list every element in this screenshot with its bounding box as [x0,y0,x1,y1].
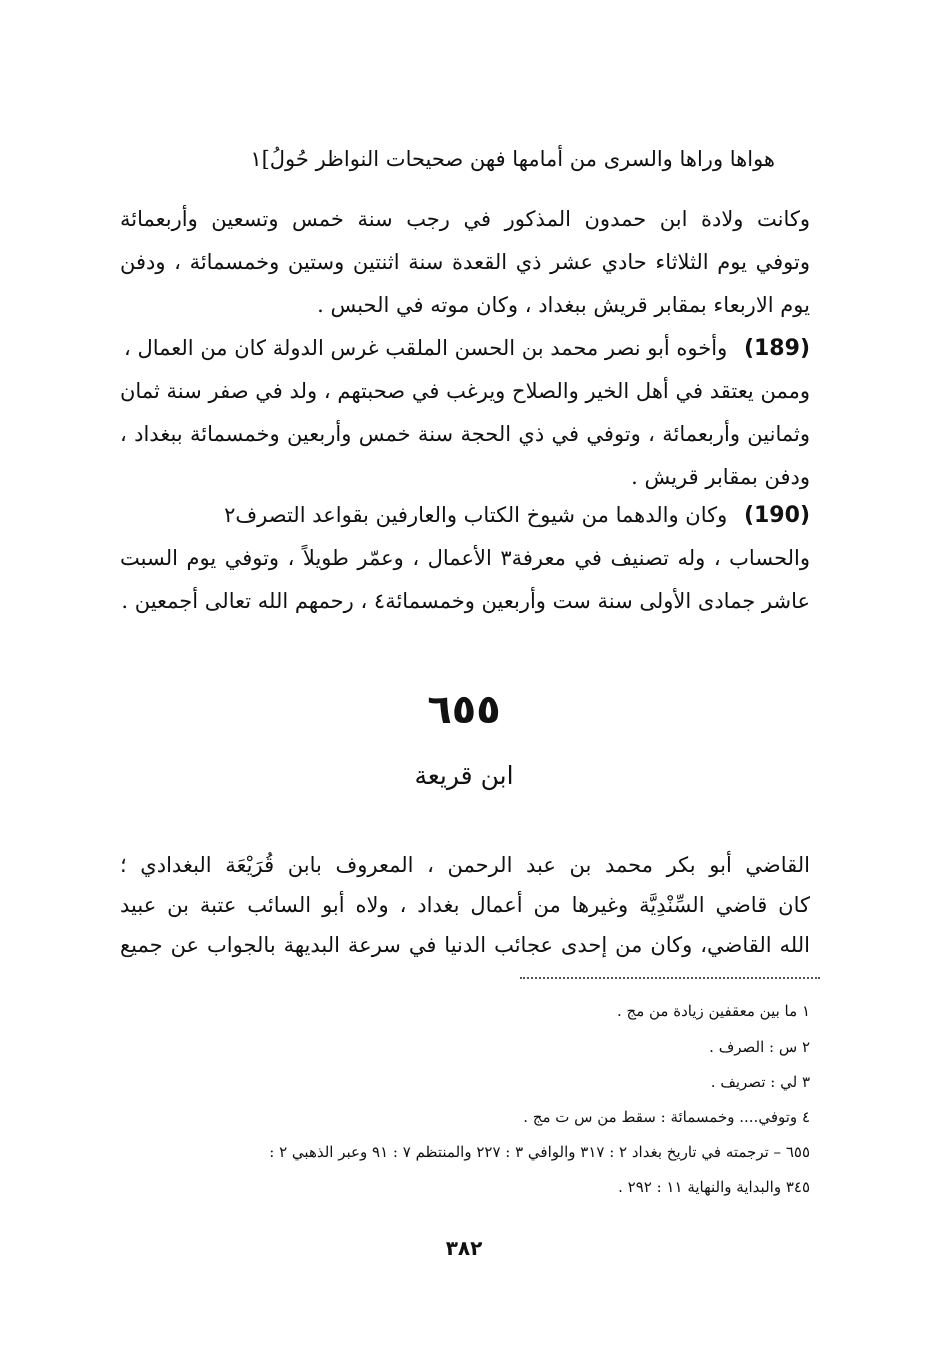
entry-189-line: وممن يعتقد في أهل الخير والصلاح ويرغب في صحبتهم ، ولد في صفر سنة ثمان [120,379,810,403]
entry-189-number: (189) [743,336,810,361]
verse-line: هواها وراها والسرى من أمامها فهن صحيحات النواظر حُولُ]١ [250,147,775,171]
entry-189-line: ودفن بمقابر قريش . [631,465,810,489]
entry-190-line: والحساب ، وله تصنيف في معرفة٣ الأعمال ، وعمّر طويلاً ، وتوفي يوم السبت [120,546,810,570]
entry-655-line: الله القاضي، وكان من إحدى عجائب الدنيا في سرعة البديهة بالجواب عن جميع [120,933,810,957]
entry-190-text: وكان والدهما من شيوخ الكتاب والعارفين بقواعد التصرف٢ [224,503,728,527]
entry-189-text: وأخوه أبو نصر محمد بن الحسن الملقب غرس الدولة كان من العمال ، [124,336,728,360]
entry-189-line: وثمانين وأربعمائة ، وتوفي في ذي الحجة سنة خمس وأربعين وخمسمائة ببغداد ، [120,422,810,446]
entry-189-line [120,333,810,364]
paragraph-line: وتوفي يوم الثلاثاء حادي عشر ذي القعدة سنة اثنتين وستين وخمسمائة ، ودفن [120,250,810,274]
footnote: ٣٤٥ والبداية والنهاية ١١ : ٢٩٢ . [618,1178,810,1196]
paragraph-line: يوم الاربعاء بمقابر قريش ببغداد ، وكان موته في الحبس . [317,293,810,317]
entry-190-line [120,500,810,531]
footnote: ٢ س : الصرف . [709,1038,810,1056]
entry-190-number: (190) [743,503,810,528]
entry-190-line: عاشر جمادى الأولى سنة ست وأربعين وخمسمائة٤ ، رحمهم الله تعالى أجمعين . [121,589,810,613]
entry-655-line: كان قاضي السِّنْدِيَّة وغيرها من أعمال بغداد ، ولاه أبو السائب عتبة بن عبيد [120,893,810,917]
footnote: ٤ وتوفي.... وخمسمائة : سقط من س ت مج . [523,1108,810,1126]
paragraph-line: وكانت ولادة ابن حمدون المذكور في رجب سنة خمس وتسعين وأربعمائة [120,207,810,231]
entry-number-heading: ٦٥٥ [427,687,501,733]
footnote-divider [520,977,820,979]
footnote: ٣ لي : تصريف . [710,1073,810,1091]
footnote: ٦٥٥ – ترجمته في تاريخ بغداد ٢ : ٣١٧ والوافي ٣ : ٢٢٧ والمنتظم ٧ : ٩١ وعبر الذهبي ٢ : [269,1143,810,1161]
footnote: ١ ما بين معقفين زيادة من مج . [616,1002,810,1020]
entry-title: ابن قريعة [414,761,514,790]
page-number: ٣٨٢ [445,1236,483,1260]
entry-655-line: القاضي أبو بكر محمد بن عبد الرحمن ، المعروف بابن قُرَيْعَة البغدادي ؛ [120,853,810,877]
